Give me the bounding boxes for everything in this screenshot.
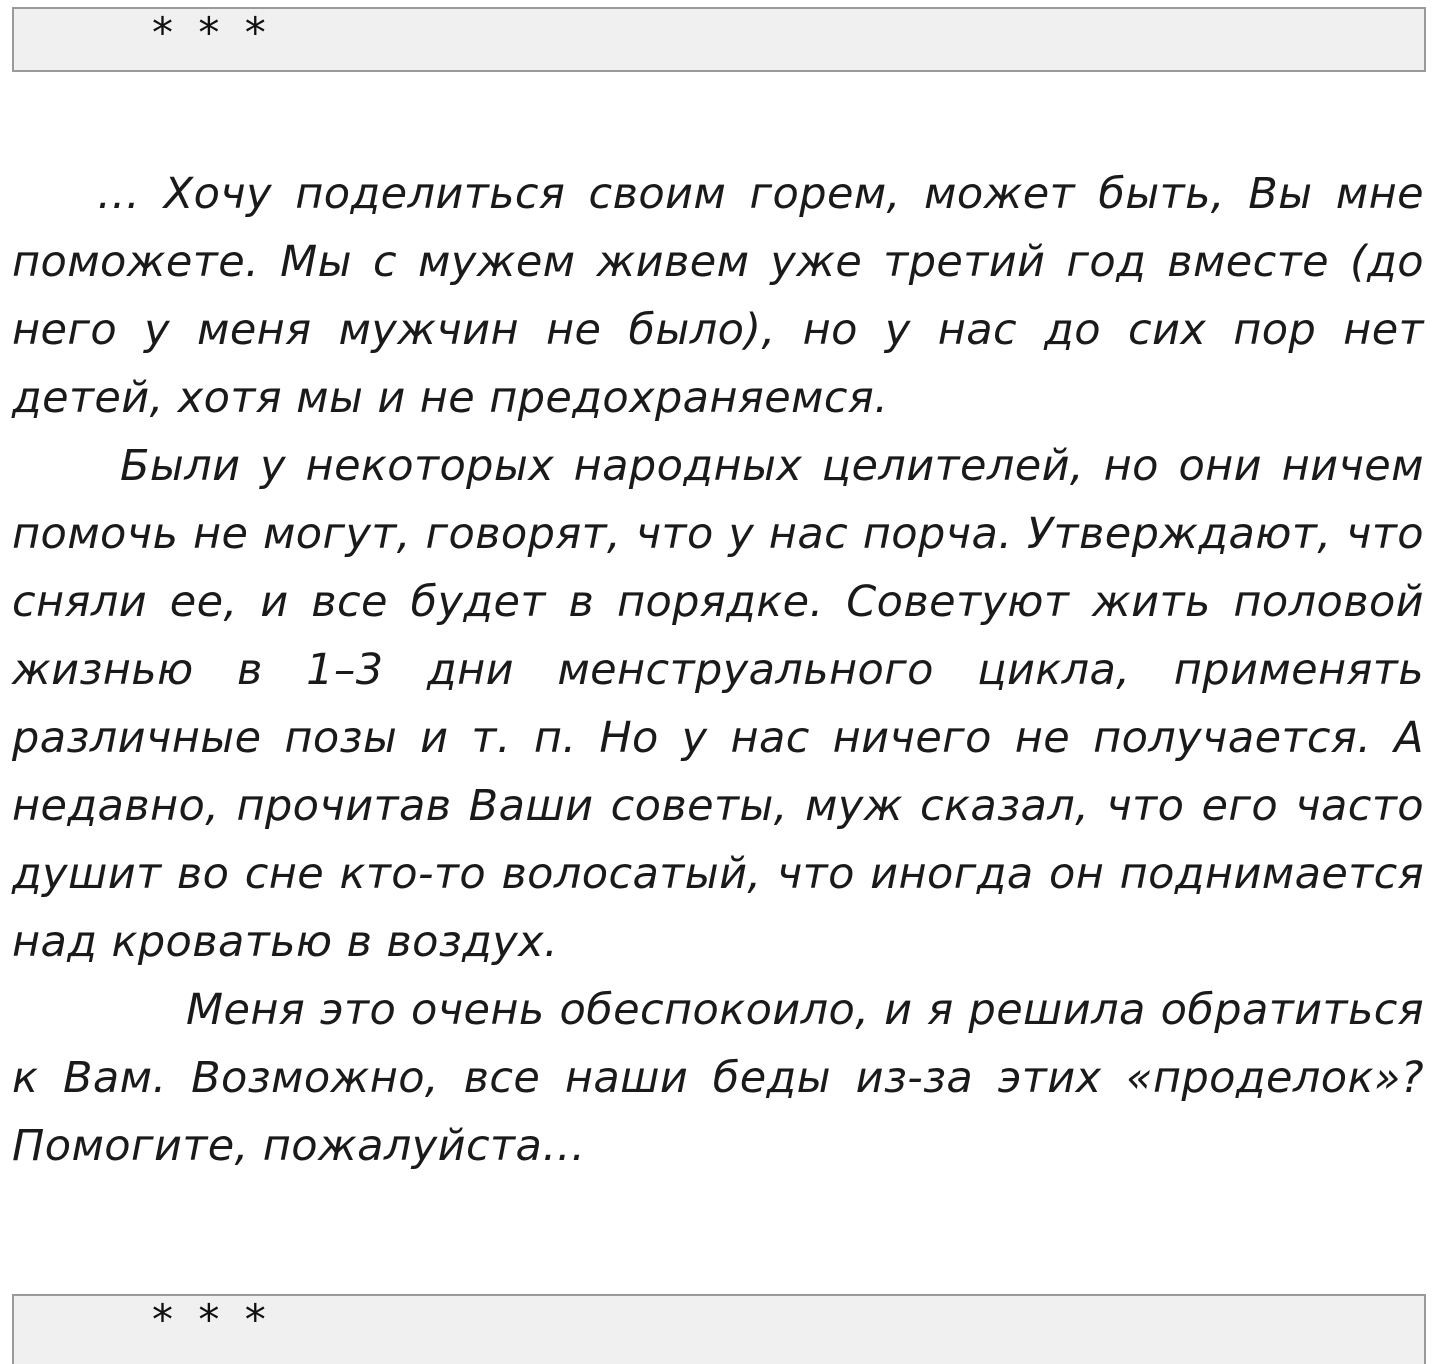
- letter-paragraph-3: Меня это очень обеспокоило, и я решила обратиться к Вам. Возможно, все наши беды из-за этих «проделок»? Помогите, пожалуйста…: [12, 985, 1424, 1171]
- section-separator-stars: * * *: [152, 1295, 272, 1344]
- letter-paragraph-2: Были у некоторых народных целителей, но они ничем помочь не могут, говорят, что у нас порча. Утверждают, что сняли ее, и все будет в порядке. Советуют жить половой жизнью в 1–3 дни менструального цикла, применять различные позы и т. п. Но у нас ничего не получается. А недавно, прочитав Ваши советы, муж сказал, что его часто душит во сне кто-то волосатый, что иногда он поднимается над кроватью в воздух.: [12, 441, 1424, 967]
- separator-box-top: [12, 7, 1426, 72]
- separator-box-bottom: [12, 1294, 1426, 1364]
- section-separator-stars: * * *: [152, 8, 272, 57]
- letter-paragraph-1: … Хочу поделиться своим горем, может быть, Вы мне поможете. Мы с мужем живем уже третий год вместе (до него у меня мужчин не было), но у нас до сих пор нет детей, хотя мы и не предохраняемся.: [12, 169, 1424, 423]
- letter-text: [12, 160, 1424, 1180]
